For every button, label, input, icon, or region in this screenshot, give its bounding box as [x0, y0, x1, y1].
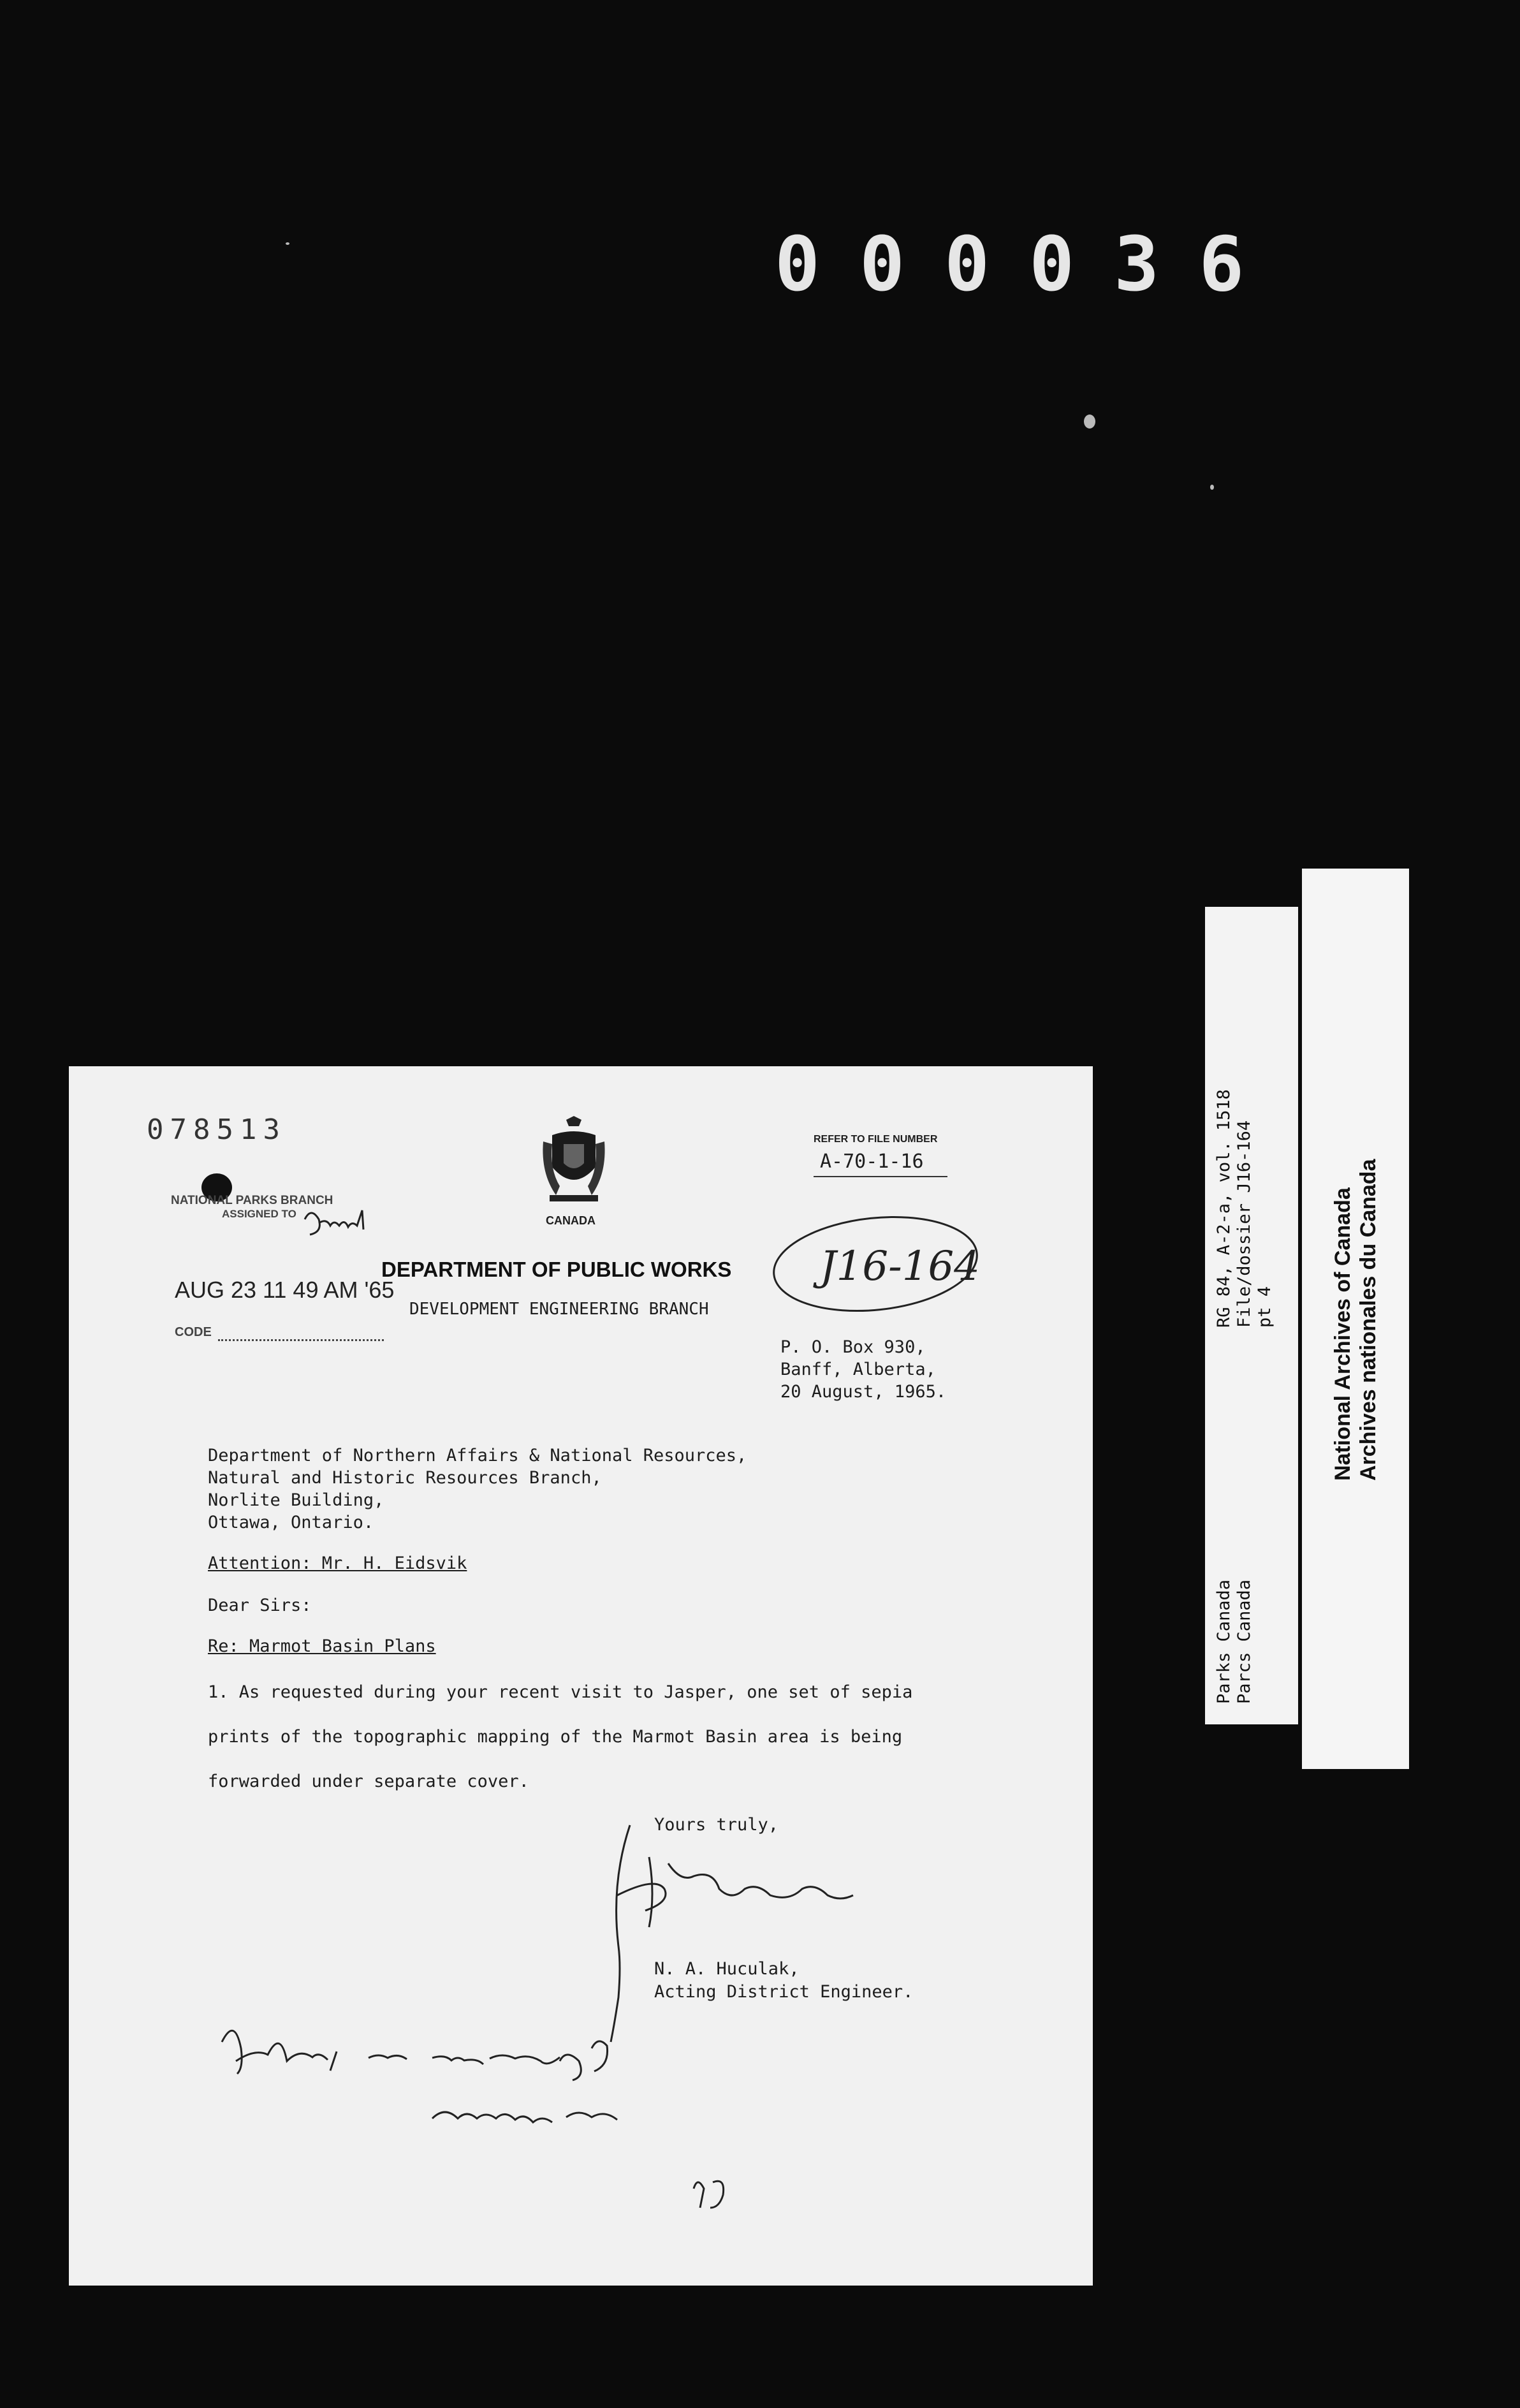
code-line	[218, 1339, 384, 1341]
handwritten-file-number: J16-164	[820, 1243, 980, 1290]
archive-reference-line: RG 84, A-2-a, vol. 1518	[1214, 1089, 1234, 1328]
handwritten-initials-bottom	[694, 2181, 724, 2208]
department-heading: DEPARTMENT OF PUBLIC WORKS	[381, 1258, 732, 1281]
salutation: Dear Sirs:	[208, 1596, 312, 1615]
letter-artwork	[69, 1066, 1093, 2286]
signatory-title: Acting District Engineer.	[654, 1982, 914, 2002]
attention-line: Attention: Mr. H. Eidsvik	[208, 1553, 467, 1573]
signatory-name: N. A. Huculak,	[654, 1959, 800, 1979]
archives-name-line: National Archives of Canada	[1331, 1187, 1355, 1481]
agency-line: Parks Canada	[1214, 1579, 1234, 1704]
closing: Yours truly,	[654, 1815, 779, 1835]
refer-underline	[814, 1176, 947, 1177]
body-line: forwarded under separate cover.	[208, 1772, 529, 1791]
archives-name-block	[1330, 1159, 1381, 1481]
recipient-line: Ottawa, Ontario.	[208, 1513, 374, 1532]
sender-address-line: Banff, Alberta,	[780, 1360, 936, 1379]
stamp-date: AUG 23 11 49 AM '65	[175, 1277, 395, 1303]
body-line: 1. As requested during your recent visit to Jasper, one set of sepia	[208, 1682, 913, 1702]
archive-reference-line: pt 4	[1255, 1286, 1275, 1328]
refer-label: REFER TO FILE NUMBER	[814, 1134, 938, 1145]
archive-reference-tab	[1205, 907, 1298, 1724]
recipient-line: Department of Northern Affairs & National Resources,	[208, 1446, 747, 1465]
coat-of-arms-icon	[543, 1116, 604, 1201]
recipient-line: Natural and Historic Resources Branch,	[208, 1468, 602, 1488]
sender-address-line: P. O. Box 930,	[780, 1337, 926, 1357]
stamp-department: NATIONAL PARKS BRANCH	[171, 1194, 333, 1207]
body-line: prints of the topographic mapping of the Marmot Basin area is being	[208, 1727, 903, 1747]
archives-name-line: Archives nationales du Canada	[1356, 1159, 1380, 1481]
sender-address-line: 20 August, 1965.	[780, 1382, 947, 1402]
letter-page	[69, 1066, 1093, 2286]
agency-line: Parcs Canada	[1234, 1579, 1254, 1704]
document-id: 078513	[147, 1113, 286, 1146]
handwritten-note-line-1	[222, 2030, 608, 2080]
agency-block	[1214, 1580, 1255, 1704]
stamp-code-label: CODE	[175, 1325, 212, 1339]
stamp-assigned: ASSIGNED TO	[222, 1208, 296, 1220]
frame-number: 000036	[775, 220, 1284, 308]
archive-reference-line: File/dossier J16-164	[1234, 1120, 1254, 1328]
handwritten-initials	[305, 1210, 363, 1235]
archives-canada-tab	[1302, 869, 1409, 1769]
film-speck	[1084, 415, 1095, 429]
refer-number: A-70-1-16	[820, 1150, 924, 1173]
canada-label: CANADA	[546, 1214, 596, 1227]
film-speck	[286, 242, 289, 245]
signature	[611, 1825, 853, 2042]
subject-line: Re: Marmot Basin Plans	[208, 1636, 436, 1656]
film-speck	[1210, 485, 1214, 490]
branch-heading: DEVELOPMENT ENGINEERING BRANCH	[409, 1300, 709, 1319]
recipient-line: Norlite Building,	[208, 1490, 384, 1510]
archive-reference-block	[1214, 1089, 1275, 1328]
handwritten-note-line-2	[432, 2112, 617, 2122]
